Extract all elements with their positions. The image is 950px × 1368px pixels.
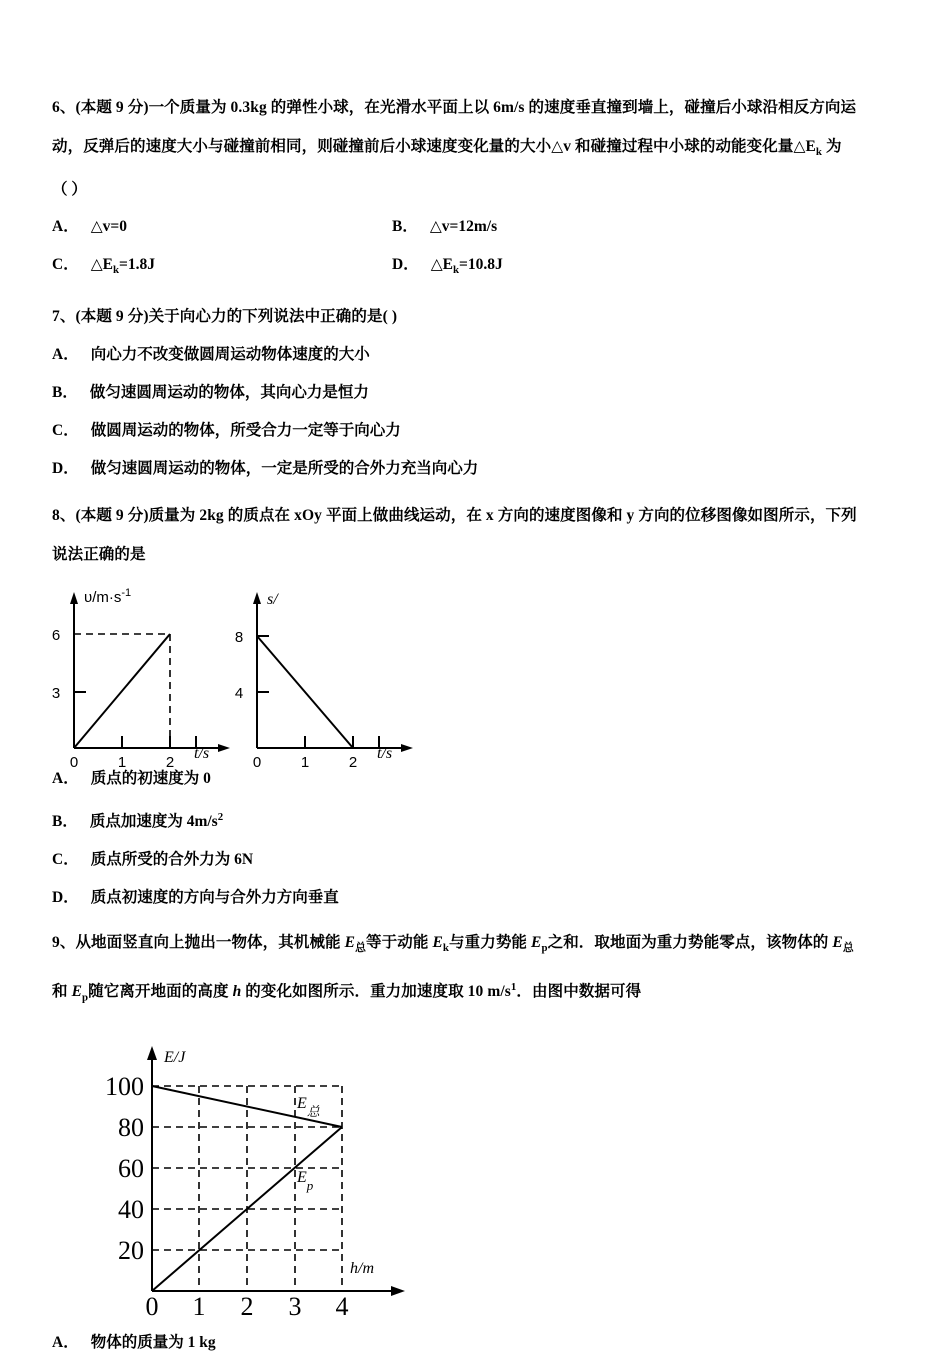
question-6-options-row-1 xyxy=(52,208,912,246)
option-text: △v=0 xyxy=(90,218,127,236)
option-letter: C． xyxy=(52,422,79,440)
series-label-total-sub: 总 xyxy=(306,1103,320,1119)
option-letter: B． xyxy=(392,218,418,236)
question-6 xyxy=(52,88,912,289)
option-letter: D． xyxy=(52,889,79,907)
question-6-option-a[interactable] xyxy=(52,208,392,246)
option-letter: D． xyxy=(392,256,419,274)
question-9-Ek-sub: k xyxy=(442,942,450,955)
option-text-main: △E xyxy=(90,256,113,274)
question-9-line-2 xyxy=(52,968,912,1017)
velocity-line xyxy=(74,634,170,748)
question-9-body-2a: 和 xyxy=(52,983,72,1001)
option-text-sub: k xyxy=(452,264,459,277)
option-text: 质点所受的合外力为 6N xyxy=(90,851,254,869)
question-7-number: 7、 xyxy=(52,308,76,326)
question-7-line-1 xyxy=(52,297,912,336)
y-tick-label-100: 100 xyxy=(105,1071,144,1101)
x-tick-label-1: 1 xyxy=(117,754,127,772)
question-6-options-row-2 xyxy=(52,246,912,289)
question-7-option-c[interactable] xyxy=(52,412,912,450)
y-tick-label-6: 6 xyxy=(51,627,61,645)
x-tick-label-1: 1 xyxy=(300,754,310,772)
x-axis-label: t/s xyxy=(194,745,210,763)
x-tick-label-1: 1 xyxy=(192,1291,206,1321)
y-axis-arrow xyxy=(147,1046,157,1060)
option-text: 物体的质量为 1 kg xyxy=(90,1333,216,1351)
question-8-line-2: 说法正确的是 xyxy=(52,546,146,564)
question-9-body-1d: 之和．取地面为重力势能零点，该物体的 xyxy=(547,934,833,952)
question-9-body-2-sup: 1 xyxy=(510,981,517,994)
x-tick-label-4: 4 xyxy=(335,1291,349,1321)
question-7-body-1: 关于向心力的下列说法中正确的是( ) xyxy=(148,308,398,326)
question-9-body-1b: 等于动能 xyxy=(366,934,433,952)
question-9-line-1 xyxy=(52,923,912,968)
series-label-potential-text: E xyxy=(297,1168,307,1186)
question-9-body-2b: 随它离开地面的高度 xyxy=(88,983,233,1001)
y-axis-label-text: υ/m·s xyxy=(84,589,122,607)
question-6-number: 6、 xyxy=(52,99,76,116)
option-text: 做圆周运动的物体，所受合力一定等于向心力 xyxy=(90,422,401,440)
option-text: 质点初速度的方向与合外力方向垂直 xyxy=(90,889,339,907)
y-tick-label-80: 80 xyxy=(118,1112,144,1142)
displacement-line xyxy=(257,636,353,748)
option-letter: A． xyxy=(52,770,79,788)
question-6-body-2-sub: k xyxy=(815,146,823,159)
displacement-time-chart xyxy=(227,578,437,772)
question-7-option-b[interactable] xyxy=(52,374,912,412)
y-tick-label-8: 8 xyxy=(234,629,244,647)
question-7-option-d[interactable] xyxy=(52,450,912,488)
question-8-body-1: 质量为 2kg 的质点在 xOy 平面上做曲线运动，在 x 方向的速度图像和 y 方向的位移图像如图所示，下列 xyxy=(148,507,857,525)
velocity-time-chart xyxy=(44,578,254,772)
x-tick-label-2: 2 xyxy=(348,754,358,772)
question-9-Ep-sub: p xyxy=(541,942,548,955)
option-text: △v=12m/s xyxy=(429,218,498,236)
option-text: 做匀速圆周运动的物体，其向心力是恒力 xyxy=(89,384,369,402)
option-text xyxy=(90,798,223,841)
x-axis-arrow xyxy=(391,1286,405,1296)
question-7 xyxy=(52,297,912,488)
question-9-option-a[interactable] xyxy=(52,1324,912,1362)
x-axis-label: t/s xyxy=(377,745,393,763)
question-9-Ep: E xyxy=(531,934,542,952)
x-tick-label-3: 3 xyxy=(288,1291,302,1321)
series-label-potential xyxy=(296,1169,314,1193)
question-6-line-2 xyxy=(52,127,912,172)
y-axis-arrow xyxy=(70,592,78,604)
question-9-body-2c: 的变化如图所示．重力加速度取 10 m/s xyxy=(241,983,511,1001)
y-axis-label-sup: -1 xyxy=(121,587,132,600)
series-label-potential-sub: p xyxy=(306,1177,314,1193)
y-tick-label-3: 3 xyxy=(51,685,61,703)
question-8 xyxy=(52,496,912,917)
option-text xyxy=(91,246,155,289)
question-6-answer-blank[interactable]: （ ） xyxy=(52,181,87,199)
question-7-marks: (本题 9 分) xyxy=(75,308,149,326)
option-text-main: △E xyxy=(430,256,453,274)
option-letter: C． xyxy=(52,851,79,869)
x-tick-label-2: 2 xyxy=(165,754,175,772)
y-tick-label-40: 40 xyxy=(118,1194,144,1224)
y-tick-label-20: 20 xyxy=(118,1235,144,1265)
x-axis-label: h/m xyxy=(350,1259,374,1277)
question-6-body-1: 一个质量为 0.3kg 的弹性小球，在光滑水平面上以 6m/s 的速度垂直撞到墙上，碰撞后小球沿相反方向运 xyxy=(148,99,857,116)
option-text-sup: 2 xyxy=(217,811,224,824)
question-6-marks: (本题 9 分) xyxy=(75,99,149,116)
option-text: 向心力不改变做圆周运动物体速度的大小 xyxy=(90,346,370,364)
option-text-main: 质点加速度为 4m/s xyxy=(89,813,218,831)
question-8-line-1 xyxy=(52,496,912,535)
x-tick-label-0: 0 xyxy=(252,754,262,772)
option-text: 做匀速圆周运动的物体，一定是所受的合外力充当向心力 xyxy=(90,460,479,478)
question-8-figures xyxy=(51,578,912,772)
question-6-option-c[interactable] xyxy=(52,246,392,289)
option-text-tail: =10.8J xyxy=(459,256,503,274)
option-text-tail: =1.8J xyxy=(119,256,155,274)
question-9-Ek: E xyxy=(432,934,443,952)
question-9-E-total-sub: 总 xyxy=(355,942,367,955)
option-letter: B． xyxy=(52,384,78,402)
question-9-Ep-2: E xyxy=(71,983,83,1001)
y-axis-arrow xyxy=(253,592,261,604)
question-8-number: 8、 xyxy=(52,507,76,525)
question-6-line-1 xyxy=(52,88,912,127)
question-9-E-total-2: E xyxy=(832,934,843,952)
option-letter: A． xyxy=(52,1333,79,1351)
x-axis-arrow xyxy=(401,744,413,752)
question-9-body-1c: 与重力势能 xyxy=(449,934,532,952)
option-letter: C． xyxy=(52,256,79,274)
y-axis-label: s/ xyxy=(267,591,278,609)
question-8-option-d[interactable] xyxy=(52,879,912,917)
x-tick-label-2: 2 xyxy=(240,1291,254,1321)
page-content xyxy=(52,88,912,1368)
question-9-Ep-2-sub: p xyxy=(82,991,89,1004)
question-9-figure xyxy=(52,1024,912,1321)
question-9-E-total-2-sub: 总 xyxy=(842,942,854,955)
x-tick-label-0: 0 xyxy=(69,754,79,772)
question-6-body-2: 动，反弹后的速度大小与碰撞前相同，则碰撞前后小球速度变化量的大小△v 和碰撞过程中小球的动能变化量△E xyxy=(52,138,816,155)
question-9-body-2d: ．由图中数据可得 xyxy=(516,983,642,1001)
x-tick-label-0: 0 xyxy=(145,1291,159,1321)
question-7-option-a[interactable] xyxy=(52,336,912,374)
question-9-h: h xyxy=(232,983,242,1001)
y-tick-label-4: 4 xyxy=(234,685,244,703)
option-text: 质点的初速度为 0 xyxy=(90,770,211,788)
question-9-E-total: E xyxy=(344,934,356,952)
option-text-sub: k xyxy=(112,264,119,277)
question-8-option-c[interactable] xyxy=(52,841,912,879)
series-label-total xyxy=(296,1095,321,1119)
option-letter: B． xyxy=(52,813,78,831)
option-letter: D． xyxy=(52,460,79,478)
question-8-option-b[interactable] xyxy=(52,798,912,841)
y-tick-label-60: 60 xyxy=(118,1153,144,1183)
question-9-number: 9、 xyxy=(52,934,76,952)
question-6-body-2-end: 为 xyxy=(822,138,842,155)
option-letter: A． xyxy=(52,218,79,236)
question-8-option-a[interactable] xyxy=(52,760,912,798)
question-9 xyxy=(52,923,912,1361)
y-axis-label: E/J xyxy=(164,1048,186,1066)
question-9-body-1a: 从地面竖直向上抛出一物体，其机械能 xyxy=(75,934,345,952)
option-letter: A． xyxy=(52,346,79,364)
option-text xyxy=(431,246,503,289)
question-8-marks: (本题 9 分) xyxy=(75,507,149,525)
question-6-option-b[interactable] xyxy=(392,208,497,246)
series-label-total-text: E xyxy=(297,1094,307,1112)
energy-height-chart xyxy=(92,1024,452,1321)
question-6-option-d[interactable] xyxy=(392,246,503,289)
y-axis-label xyxy=(84,587,131,606)
